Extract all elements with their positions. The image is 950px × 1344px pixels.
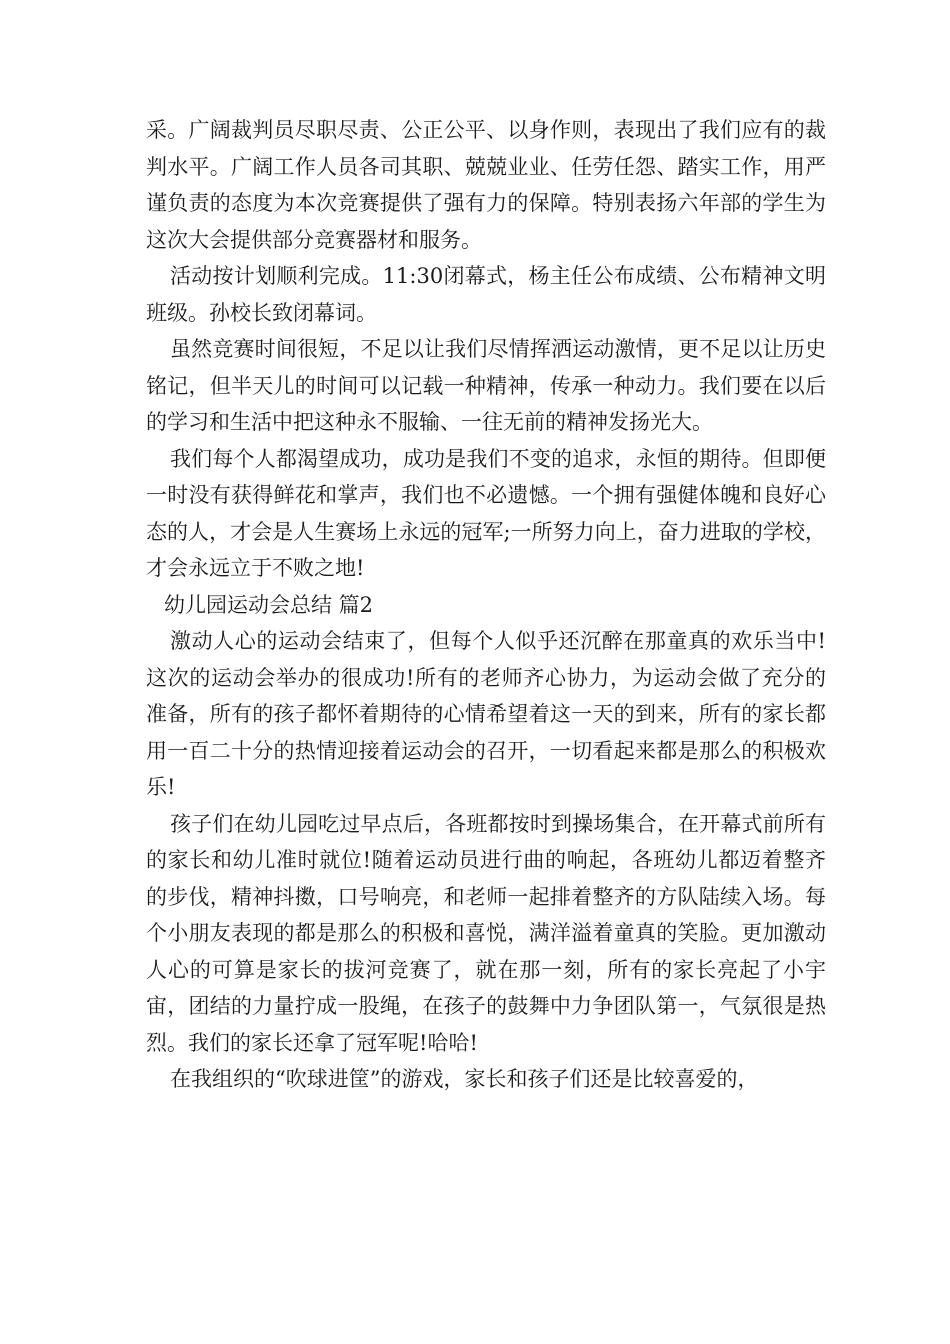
paragraph-closing-ceremony: 活动按计划顺利完成。11:30闭幕式，杨主任公布成绩、公布精神文明班级。孙校长致闭幕词。 xyxy=(146,264,826,325)
paragraph-game: 在我组织的“吹球进筐”的游戏，家长和孩子们还是比较喜爱的， xyxy=(170,1067,759,1091)
paragraph-success: 我们每个人都渴望成功，成功是我们不变的追求，永恒的期待。但即便一时没有获得鲜花和掌声，我们也不必遗憾。一个拥有强健体魄和良好心态的人，才会是人生赛场上永远的冠军;一所努力向上，奋力进取的学校，才会永远立于不败之地! xyxy=(146,446,826,580)
paragraph-spirit: 虽然竞赛时间很短，不足以让我们尽情挥洒运动激情，更不足以让历史铭记，但半天儿的时间可以记载一种精神，传承一种动力。我们要在以后的学习和生活中把这种永不服输、一往无前的精神发扬光大。 xyxy=(146,337,826,434)
paragraph-intro: 激动人心的运动会结束了，但每个人似乎还沉醉在那童真的欢乐当中!这次的运动会举办的很成功!所有的老师齐心协力，为运动会做了充分的准备，所有的孩子都怀着期待的心情希望着这一天的到来，所有的家长都用一百二十分的热情迎接着运动会的召开，一切看起来都是那么的积极欢乐! xyxy=(146,629,826,799)
document-body xyxy=(146,112,826,1098)
section-heading: 幼儿园运动会总结 篇2 xyxy=(164,592,374,617)
paragraph-opening: 孩子们在幼儿园吃过早点后，各班都按时到操场集合，在开幕式前所有的家长和幼儿准时就位!随着运动员进行曲的响起，各班幼儿都迈着整齐的步伐，精神抖擞，口号响亮，和老师一起排着整齐的方队陆续入场。每个小朋友表现的都是那么的积极和喜悦，满洋溢着童真的笑脸。更加激动人心的可算是家长的拔河竞赛了，就在那一刻，所有的家长亮起了小宇宙，团结的力量拧成一股绳，在孩子的鼓舞中力争团队第一，气氛很是热烈。我们的家长还拿了冠军呢!哈哈! xyxy=(146,811,826,1055)
paragraph-continuation: 采。广阔裁判员尽职尽责、公正公平、以身作则，表现出了我们应有的裁判水平。广阔工作人员各司其职、兢兢业业、任劳任怨、踏实工作，用严谨负责的态度为本次竞赛提供了强有力的保障。特别表扬六年部的学生为这次大会提供部分竞赛器材和服务。 xyxy=(146,118,826,252)
